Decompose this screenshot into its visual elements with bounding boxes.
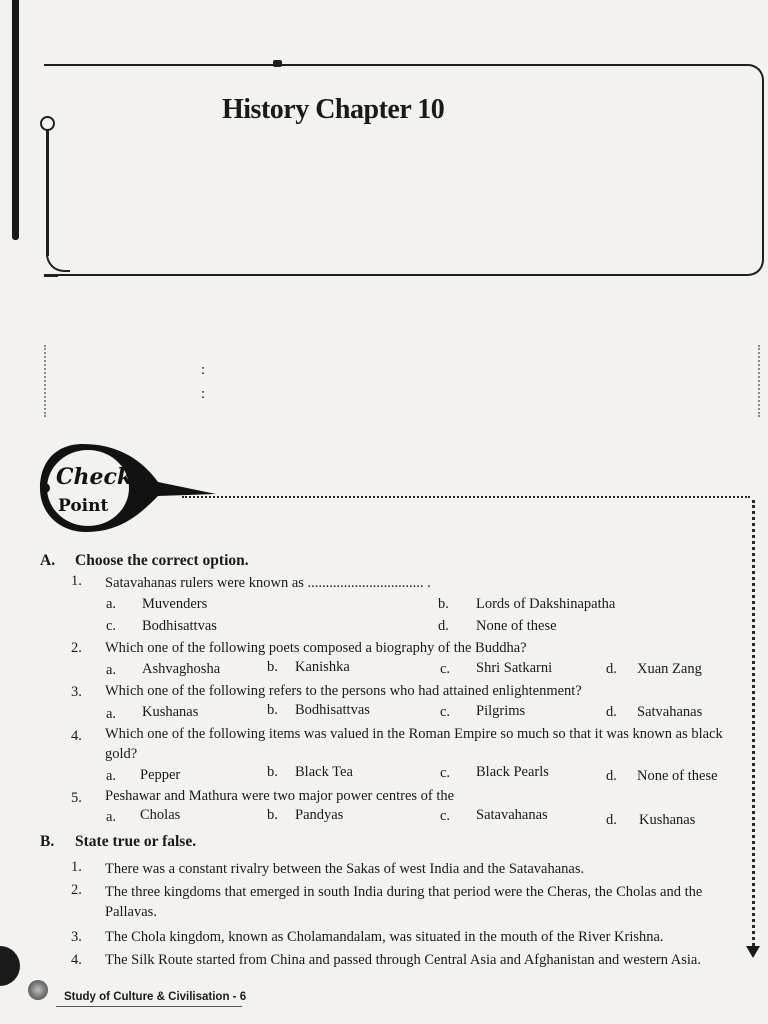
option-text: Satvahanas xyxy=(637,704,703,720)
question-text: Peshawar and Mathura were two major power centres of the xyxy=(105,788,455,804)
info-box xyxy=(44,345,760,417)
option-letter: d. xyxy=(606,812,617,828)
question-number: 3. xyxy=(71,684,82,700)
checkpoint-line2: Point xyxy=(58,496,109,516)
option-text: Xuan Zang xyxy=(637,661,702,677)
dotted-border-right xyxy=(752,500,755,946)
frame-top-mark xyxy=(273,60,282,67)
option-letter: d. xyxy=(606,661,617,677)
info-colon: : xyxy=(201,386,206,402)
statement-text: The Chola kingdom, known as Cholamandalam, was situated in the mouth of the River Krishna. xyxy=(105,929,664,945)
statement-number: 3. xyxy=(71,929,82,945)
question-number: 2. xyxy=(71,640,82,656)
question-number: 1. xyxy=(71,573,82,589)
question-text: Satavahanas rulers were known as ................................ . xyxy=(105,575,431,591)
statement-text: The three kingdoms that emerged in south India during that period were the Cheras, the Cholas and the Pallavas. xyxy=(105,884,703,920)
option-text: None of these xyxy=(637,768,718,784)
option-text: Shri Satkarni xyxy=(476,660,553,676)
page-edge-tab xyxy=(0,946,20,986)
option-letter: a. xyxy=(106,809,117,825)
option-letter: b. xyxy=(267,659,278,675)
globe-icon xyxy=(28,980,48,1000)
option-text: Pilgrims xyxy=(476,703,526,719)
option-letter: c. xyxy=(106,618,117,634)
frame-pin-ring xyxy=(40,116,55,131)
statement-number: 1. xyxy=(71,859,82,875)
option-letter: d. xyxy=(438,618,449,634)
option-text: Muvenders xyxy=(142,596,208,612)
option-letter: b. xyxy=(267,702,278,718)
arrow-down-icon xyxy=(746,946,760,958)
option-text: Cholas xyxy=(140,807,181,823)
option-text: Kanishka xyxy=(295,659,350,675)
option-letter: c. xyxy=(440,765,451,781)
statement-text: There was a constant rivalry between the Sakas of west India and the Satavahanas. xyxy=(105,861,585,877)
footer-rule xyxy=(56,1006,242,1007)
option-text: Bodhisattvas xyxy=(295,702,370,718)
section-b-letter: B. xyxy=(40,833,55,850)
question-number: 4. xyxy=(71,728,82,744)
option-letter: c. xyxy=(440,704,451,720)
section-b-heading: State true or false. xyxy=(75,833,197,850)
option-text: Ashvaghosha xyxy=(142,661,221,677)
option-text: Black Pearls xyxy=(476,764,549,780)
option-letter: b. xyxy=(267,764,278,780)
option-text: Pandyas xyxy=(295,807,344,823)
option-letter: c. xyxy=(440,808,451,824)
option-letter: d. xyxy=(606,768,617,784)
option-letter: d. xyxy=(606,704,617,720)
option-text: Kushanas xyxy=(639,812,696,828)
option-letter: a. xyxy=(106,706,117,722)
statement-text: The Silk Route started from China and passed through Central Asia and Afghanistan and western Asia. xyxy=(105,952,701,968)
info-colon: : xyxy=(201,362,206,378)
section-a-heading: Choose the correct option. xyxy=(75,552,249,569)
dotted-divider xyxy=(182,496,750,498)
option-text: None of these xyxy=(476,618,557,634)
option-text: Satavahanas xyxy=(476,807,548,823)
question-number: 5. xyxy=(71,790,82,806)
section-a-letter: A. xyxy=(40,552,56,569)
option-letter: a. xyxy=(106,768,117,784)
option-text: Pepper xyxy=(140,767,181,783)
left-margin-bar xyxy=(12,0,19,240)
question-text: Which one of the following refers to the persons who had attained enlightenment? xyxy=(105,683,582,699)
question-text: Which one of the following items was valued in the Roman Empire so much so that it was known as black gold? xyxy=(105,726,723,762)
statement-number: 2. xyxy=(71,882,82,898)
checkpoint-line1: Check xyxy=(56,464,133,490)
option-text: Kushanas xyxy=(142,704,199,720)
page-title: History Chapter 10 xyxy=(222,94,445,125)
checkpoint-badge xyxy=(38,438,218,536)
option-text: Lords of Dakshinapatha xyxy=(476,596,616,612)
option-letter: b. xyxy=(438,596,449,612)
statement-number: 4. xyxy=(71,952,82,968)
option-text: Bodhisattvas xyxy=(142,618,217,634)
option-letter: a. xyxy=(106,596,117,612)
question-text: Which one of the following poets composed a biography of the Buddha? xyxy=(105,640,527,656)
option-letter: a. xyxy=(106,662,117,678)
option-text: Black Tea xyxy=(295,764,353,780)
footer-text: Study of Culture & Civilisation - 6 xyxy=(64,991,247,1003)
option-letter: b. xyxy=(267,807,278,823)
option-letter: c. xyxy=(440,661,451,677)
